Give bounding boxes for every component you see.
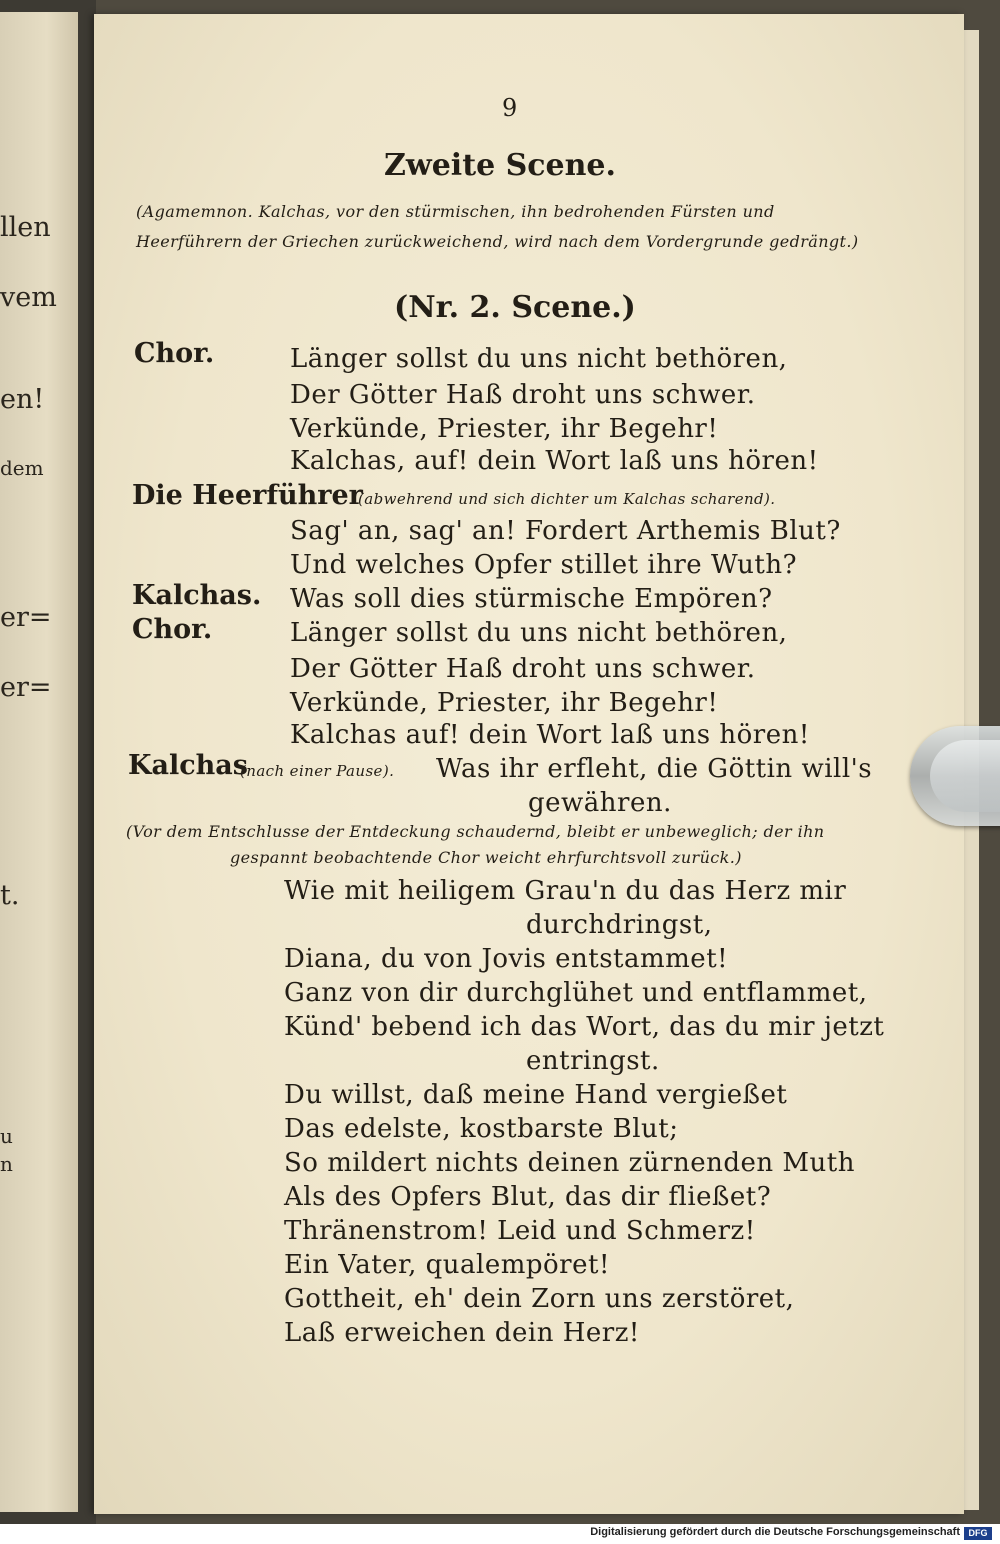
left-fragment: n — [0, 1152, 13, 1176]
verse-line: Wie mit heiligem Grau'n du das Herz mir — [284, 876, 847, 906]
book-page — [94, 14, 964, 1514]
verse-line: Künd' bebend ich das Wort, das du mir jetzt — [284, 1012, 885, 1042]
verse-line: Verkünde, Priester, ihr Begehr! — [290, 414, 719, 444]
dfg-logo-icon: DFG — [964, 1527, 992, 1540]
verse-line: Kalchas auf! dein Wort laß uns hören! — [290, 720, 810, 750]
verse-line: Als des Opfers Blut, das dir fließet? — [284, 1182, 772, 1212]
verse-line: Ganz von dir durchglühet und entflammet, — [284, 978, 868, 1008]
stage-direction: (abwehrend und sich dichter um Kalchas scharend). — [358, 490, 776, 508]
page-clip-highlight — [930, 740, 1000, 812]
speaker-label: Kalchas — [128, 750, 248, 781]
left-fragment: er= — [0, 602, 52, 633]
scene-subheading: (Nr. 2. Scene.) — [394, 290, 636, 325]
verse-line: Verkünde, Priester, ihr Begehr! — [290, 688, 719, 718]
verse-line: So mildert nichts deinen zürnenden Muth — [284, 1148, 855, 1178]
left-fragment: llen — [0, 212, 51, 243]
footer-bar — [0, 1524, 1000, 1544]
verse-line: gewähren. — [528, 788, 672, 818]
left-page-edge — [0, 12, 78, 1512]
verse-line: Diana, du von Jovis entstammet! — [284, 944, 729, 974]
verse-line: Kalchas, auf! dein Wort laß uns hören! — [290, 446, 819, 476]
left-fragment: en! — [0, 384, 45, 415]
stage-direction: (nach einer Pause). — [240, 762, 395, 780]
verse-line: Der Götter Haß droht uns schwer. — [290, 380, 756, 410]
left-fragment: t. — [0, 880, 20, 911]
left-fragment: vem — [0, 282, 57, 313]
speaker-label: Chor. — [134, 338, 215, 369]
stage-direction: (Vor dem Entschlusse der Entdeckung schaudernd, bleibt er unbeweglich; der ihn — [126, 822, 825, 841]
verse-line: Was soll dies stürmische Empören? — [290, 584, 773, 614]
speaker-label: Kalchas. — [132, 580, 262, 611]
verse-line: Du willst, daß meine Hand vergießet — [284, 1080, 788, 1110]
verse-line: Was ihr erfleht, die Göttin will's — [436, 754, 873, 784]
verse-line: Ein Vater, qualempöret! — [284, 1250, 610, 1280]
verse-line: Sag' an, sag' an! Fordert Arthemis Blut? — [290, 516, 841, 546]
verse-line: Thränenstrom! Leid und Schmerz! — [284, 1216, 756, 1246]
verse-line: entringst. — [526, 1046, 660, 1076]
speaker-label: Die Heerführer — [132, 480, 363, 511]
verse-line: Gottheit, eh' dein Zorn uns zerstöret, — [284, 1284, 795, 1314]
stage-direction: Heerführern der Griechen zurückweichend, wird nach dem Vordergrunde gedrängt.) — [136, 232, 859, 251]
stage-direction: (Agamemnon. Kalchas, vor den stürmischen, ihn bedrohenden Fürsten und — [136, 202, 775, 221]
verse-line: Das edelste, kostbarste Blut; — [284, 1114, 679, 1144]
left-fragment: er= — [0, 672, 52, 703]
scene-heading: Zweite Scene. — [384, 148, 616, 183]
page-number: 9 — [502, 94, 518, 122]
left-fragment: dem — [0, 456, 44, 480]
verse-line: Länger sollst du uns nicht bethören, — [290, 344, 788, 374]
verse-line: Der Götter Haß droht uns schwer. — [290, 654, 756, 684]
verse-line: Laß erweichen dein Herz! — [284, 1318, 640, 1348]
left-fragment: u — [0, 1124, 13, 1148]
footer-credit: Digitalisierung gefördert durch die Deutsche Forschungsgemeinschaft — [590, 1526, 960, 1538]
stage-direction: gespannt beobachtende Chor weicht ehrfurchtsvoll zurück.) — [230, 848, 742, 867]
page-clip — [910, 726, 1000, 826]
verse-line: durchdringst, — [526, 910, 713, 940]
verse-line: Länger sollst du uns nicht bethören, — [290, 618, 788, 648]
speaker-label: Chor. — [132, 614, 213, 645]
verse-line: Und welches Opfer stillet ihre Wuth? — [290, 550, 798, 580]
